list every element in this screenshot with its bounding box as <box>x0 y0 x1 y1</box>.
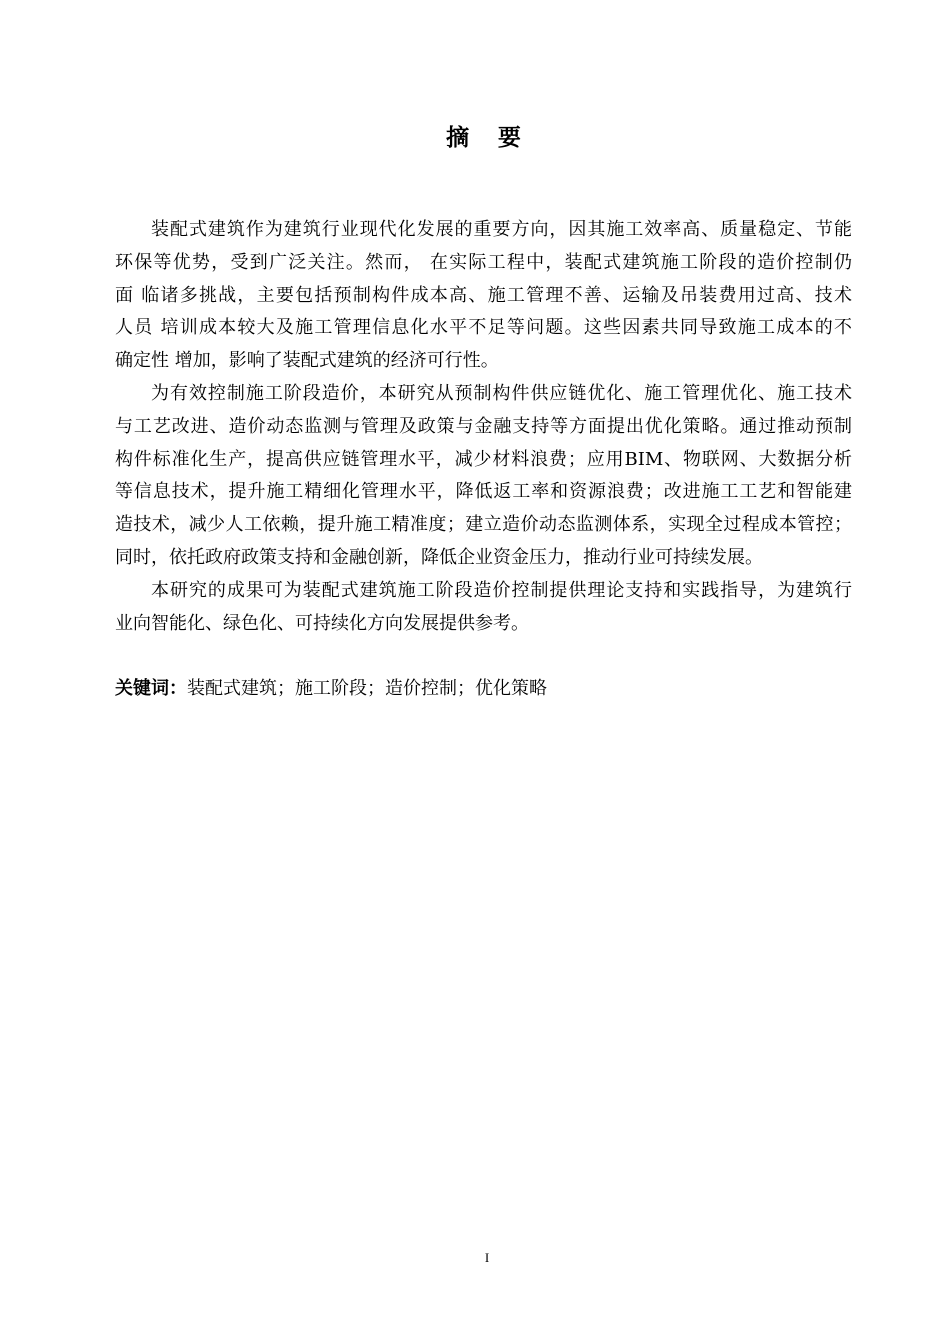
paragraph-line: 人员 培训成本较大及施工管理信息化水平不足等问题。这些因素共同导致施工成本的不 <box>115 317 852 339</box>
paragraph-line: 与工艺改进、造价动态监测与管理及政策与金融支持等方面提出优化策略。通过推动预制 <box>115 415 852 437</box>
paragraph-line: 造技术，减少人工依赖，提升施工精准度；建立造价动态监测体系，实现全过程成本管控； <box>115 514 852 536</box>
keywords-label: 关键词： <box>115 678 187 699</box>
keywords-text: 装配式建筑；施工阶段；造价控制；优化策略 <box>187 678 547 699</box>
paragraph-line: 构件标准化生产，提高供应链管理水平，减少材料浪费；应用BIM、物联网、大数据分析 <box>115 448 852 470</box>
paragraph-line: 装配式建筑作为建筑行业现代化发展的重要方向，因其施工效率高、质量稳定、节能 <box>151 219 852 240</box>
paragraph-line: 业向智能化、绿色化、可持续化方向发展提供参考。 <box>115 612 529 634</box>
paragraph-line: 同时，依托政府政策支持和金融创新，降低企业资金压力，推动行业可持续发展。 <box>115 546 763 568</box>
paragraph-line: 环保等优势，受到广泛关注。然而， 在实际工程中，装配式建筑施工阶段的造价控制仍 <box>115 251 852 273</box>
abstract-body <box>115 214 852 640</box>
abstract-paragraph-1 <box>115 214 852 378</box>
paragraph-line: 为有效控制施工阶段造价，本研究从预制构件供应链优化、施工管理优化、施工技术 <box>151 382 852 404</box>
page-title: 摘 要 <box>446 125 532 151</box>
abstract-paragraph-3 <box>115 575 852 641</box>
paragraph-line: 面 临诸多挑战，主要包括预制构件成本高、施工管理不善、运输及吊装费用过高、技术 <box>115 284 852 306</box>
paragraph-line: 确定性 增加，影响了装配式建筑的经济可行性。 <box>115 350 499 372</box>
paragraph-line: 本研究的成果可为装配式建筑施工阶段造价控制提供理论支持和实践指导，为建筑行 <box>151 579 852 601</box>
paragraph-line: 等信息技术，提升施工精细化管理水平，降低返工率和资源浪费；改进施工工艺和智能建 <box>115 481 852 503</box>
keywords-line <box>115 673 852 706</box>
page-number: I <box>484 1250 490 1265</box>
abstract-paragraph-2 <box>115 378 852 575</box>
